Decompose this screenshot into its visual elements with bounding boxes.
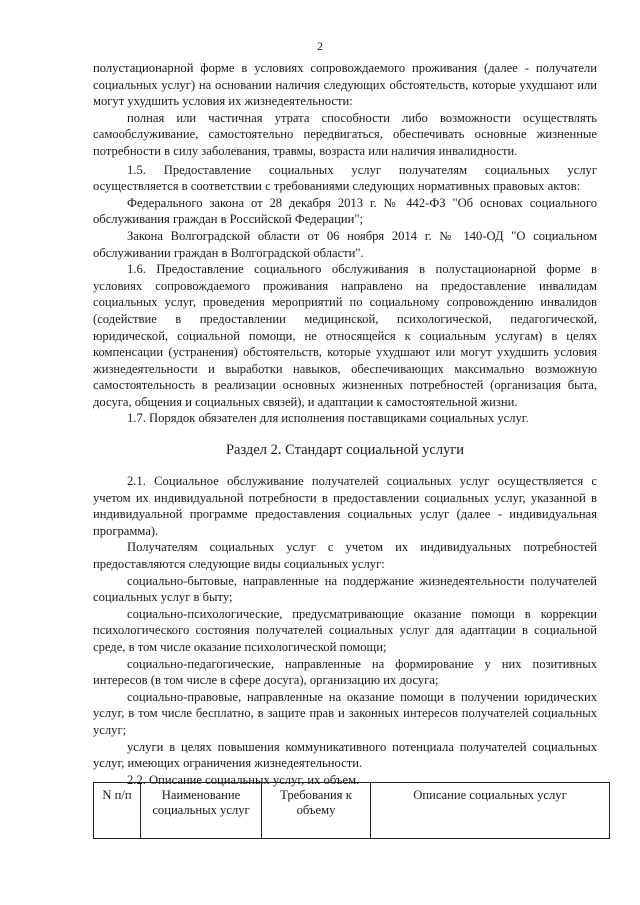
paragraph: полная или частичная утрата способности либо возможности осуществлять самообслуживание, самостоятельно передвигаться, обеспечивать основные жизненные потребности в силу заболевания, травмы, возраста или наличия инвалидности.	[93, 110, 597, 158]
list-item: социально-педагогические, направленные на формирование у них позитивных интересов (в том числе в сфере досуга), организацию их досуга;	[93, 656, 597, 688]
section-title: Раздел 2. Стандарт социальной услуги	[225, 442, 465, 459]
table-header-row	[94, 783, 610, 839]
services-table	[93, 782, 610, 839]
table-header-cell: Требования к объему	[262, 783, 371, 839]
list-item: услуги в целях повышения коммуникативного потенциала получателей социальных услуг, имеющих ограничения жизнедеятельности.	[93, 739, 597, 771]
list-item: социально-бытовые, направленные на поддержание жизнедеятельности получателей социальных услуг в быту;	[93, 573, 597, 605]
paragraph: Федерального закона от 28 декабря 2013 г. № 442-ФЗ "Об основах социального обслуживания граждан в Российской Федерации";	[93, 195, 597, 227]
paragraph: Получателям социальных услуг с учетом их индивидуальных потребностей предоставляются следующие виды социальных услуг:	[93, 540, 597, 572]
table-header-cell: Описание социальных услуг	[371, 783, 610, 839]
paragraph: Закона Волгоградской области от 06 ноября 2014 г. № 140-ОД "О социальном обслуживании граждан в Волгоградской области".	[93, 228, 597, 260]
page-number: 2	[317, 39, 323, 53]
paragraph: полустационарной форме в условиях сопровождаемого проживания (далее - получатели социальных услуг) на основании наличия следующих обстоятельств, которые ухудшают или могут ухудшить условия их жизнедеятельности:	[93, 61, 597, 109]
paragraph: 1.6. Предоставление социального обслуживания в полустационарной форме в условиях сопровождаемого проживания направлено на предоставление инвалидам социальных услуг, проведения мероприятий по социальному сопровождению инвалидов (содействие в предоставлении медицинской, психологической, педагогической, юридической, социальной помощи, не относящейся к социальным услугам) в целях компенсации (устранения) обстоятельств, которые ухудшают или могут ухудшить условия жизнедеятельности и выработки навыков, обеспечивающих максимально возможную самостоятельность в реализации основных жизненных потребностей (организация быта, досуга, общения и социальных связей), и адаптации к самостоятельной жизни.	[93, 262, 597, 409]
list-item: социально-правовые, направленные на оказание помощи в получении юридических услуг, в том числе бесплатно, в защите прав и законных интересов получателей социальных услуг;	[93, 689, 597, 737]
list-item: социально-психологические, предусматривающие оказание помощи в коррекции психологического состояния получателей социальных услуг для адаптации в социальной среде, в том числе оказание психологической помощи;	[93, 606, 597, 654]
table-header-cell: N п/п	[94, 783, 141, 839]
table-header-cell: Наименование социальных услуг	[141, 783, 262, 839]
paragraph: 1.7. Порядок обязателен для исполнения поставщиками социальных услуг.	[127, 411, 529, 426]
paragraph: 2.2. Описание социальных услуг, их объем.	[127, 772, 360, 787]
paragraph: 1.5. Предоставление социальных услуг получателям социальных услуг осуществляется в соответствии с требованиями следующих нормативных правовых актов:	[93, 162, 597, 194]
document-body	[93, 60, 597, 788]
paragraph: 2.1. Социальное обслуживание получателей социальных услуг осуществляется с учетом их индивидуальной потребности в предоставлении социальных услуг, указанной в индивидуальной программе предоставления социальных услуг (далее - индивидуальная программа).	[93, 474, 597, 538]
